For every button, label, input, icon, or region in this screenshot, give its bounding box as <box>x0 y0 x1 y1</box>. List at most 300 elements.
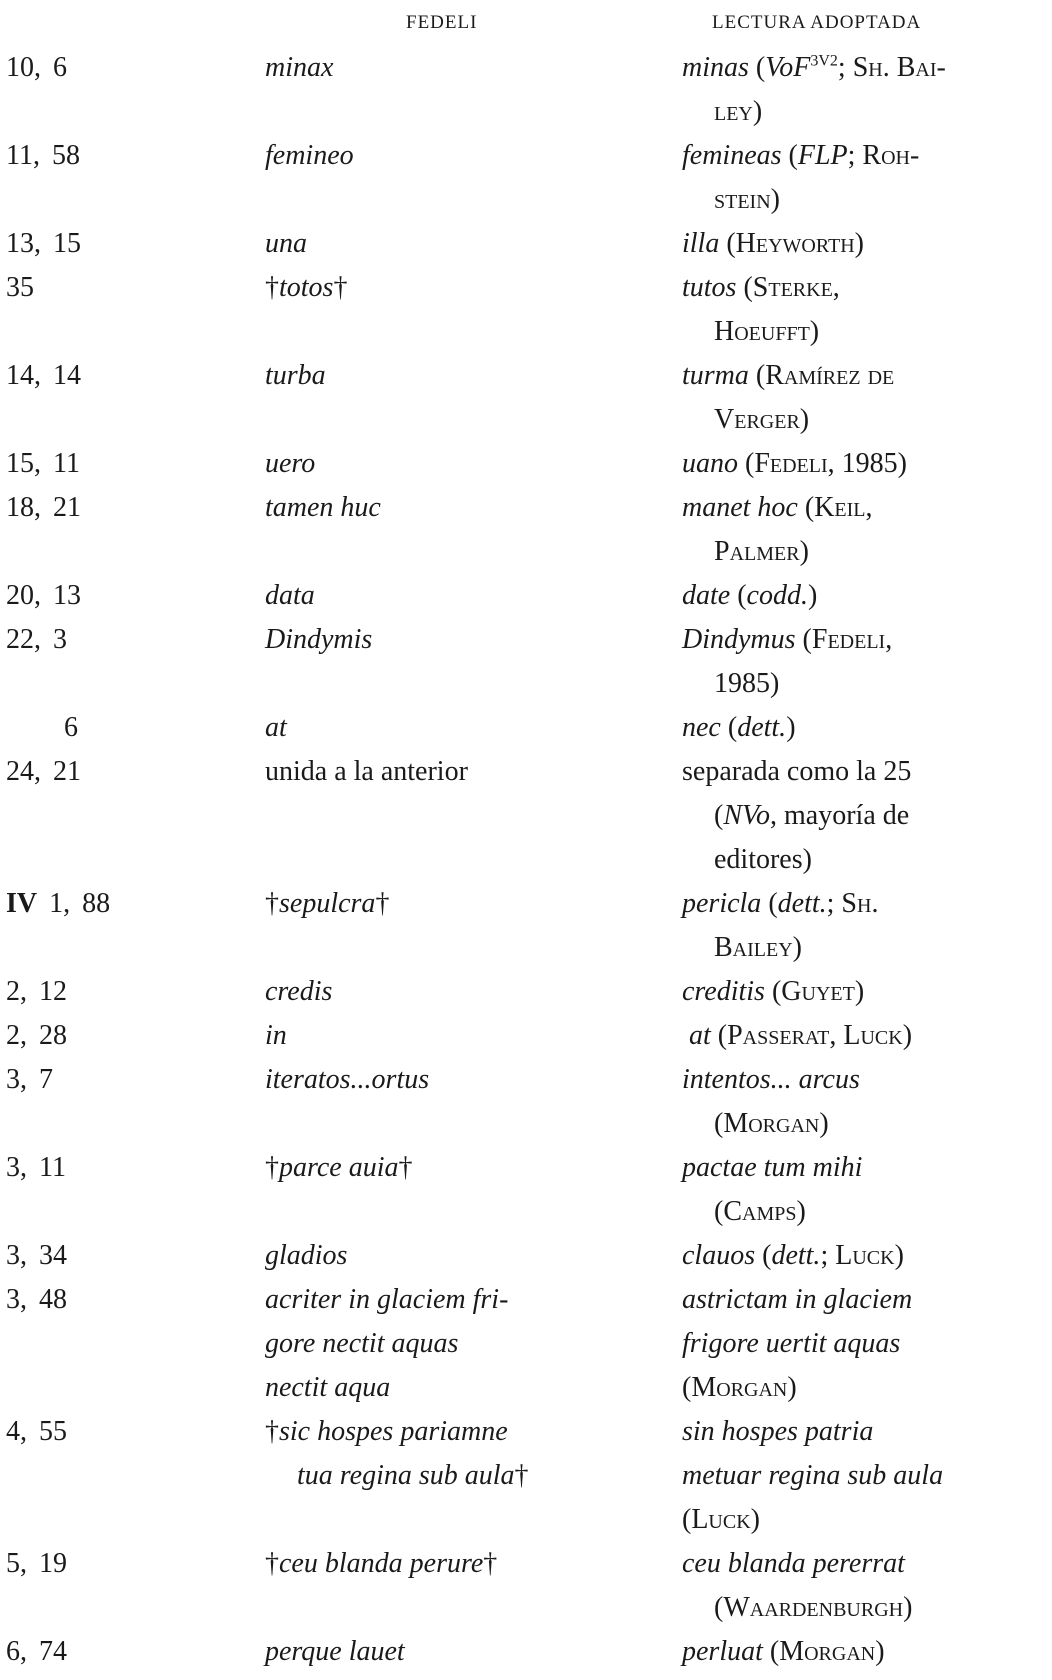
reference-text: 13, 15 <box>6 228 81 259</box>
text-line <box>265 970 655 1014</box>
text-line <box>265 1014 655 1058</box>
text-line <box>265 1058 655 1102</box>
text-line <box>265 706 655 750</box>
adopted-reading <box>682 1058 1047 1146</box>
text-line <box>682 442 1047 486</box>
text-segment: Fedeli <box>754 448 828 479</box>
text-segment: dett. <box>771 1240 821 1271</box>
table-row <box>0 1058 1052 1146</box>
text-segment: Morgan <box>691 1372 788 1403</box>
verse-reference <box>6 222 256 266</box>
text-segment: ) <box>854 976 865 1007</box>
adopted-reading <box>682 1234 1047 1278</box>
text-segment: codd. <box>746 580 808 611</box>
text-line <box>682 926 1047 970</box>
text-segment: sin hospes patria <box>682 1416 874 1447</box>
reference-text: 3, 11 <box>6 1152 66 1183</box>
text-segment: sepulcra <box>279 888 376 919</box>
text-segment: separada como la 25 <box>682 756 912 787</box>
text-segment: gore nectit aquas <box>265 1328 459 1359</box>
fedeli-reading <box>265 970 655 1014</box>
text-segment: tutos <box>682 272 744 303</box>
text-line <box>265 882 655 926</box>
verse-reference <box>6 266 256 310</box>
text-segment: Luck <box>691 1504 751 1535</box>
table-row <box>0 1014 1052 1058</box>
text-line <box>265 354 655 398</box>
text-line <box>682 794 1047 838</box>
fedeli-reading <box>265 618 655 662</box>
text-line <box>682 486 1047 530</box>
reference-text: 15, 11 <box>6 448 80 479</box>
text-line <box>682 46 1047 90</box>
reference-text: 18, 21 <box>6 492 81 523</box>
text-segment: ) <box>752 96 763 127</box>
table-row <box>0 1146 1052 1234</box>
table-row <box>0 354 1052 442</box>
reference-text: 35 <box>6 272 34 303</box>
text-segment: † <box>483 1548 498 1579</box>
text-segment: ( <box>717 1020 728 1051</box>
text-segment: ( <box>682 1372 692 1403</box>
text-line <box>265 1278 655 1322</box>
text-line <box>682 750 1047 794</box>
text-segment: creditis <box>682 976 772 1007</box>
text-line <box>682 662 1047 706</box>
text-segment: Morgan <box>723 1108 820 1139</box>
text-segment: ceu blanda perure <box>279 1548 484 1579</box>
fedeli-reading <box>265 1234 655 1278</box>
text-segment: ley <box>714 96 753 127</box>
text-segment: ) <box>792 932 802 963</box>
text-segment: Camps <box>723 1196 797 1227</box>
table-row <box>0 1542 1052 1630</box>
reference-text: 2, 12 <box>6 976 67 1007</box>
text-segment: clauos <box>682 1240 763 1271</box>
text-segment: ) <box>787 1372 797 1403</box>
text-segment: 1985) <box>714 668 780 699</box>
reference-text: 2, 28 <box>6 1020 67 1051</box>
verse-reference <box>6 134 256 178</box>
text-segment: ) <box>799 536 809 567</box>
text-line <box>265 46 655 90</box>
text-line <box>265 1234 655 1278</box>
text-segment: † <box>265 1152 279 1183</box>
text-segment: ) <box>809 316 820 347</box>
text-segment: Morgan <box>779 1636 876 1667</box>
reference-text: 20, 13 <box>6 580 81 611</box>
adopted-reading <box>682 1542 1047 1630</box>
text-segment: ( <box>788 140 798 171</box>
adopted-reading <box>682 882 1047 970</box>
text-segment: VoF <box>765 52 811 83</box>
text-segment: minax <box>265 52 334 83</box>
verse-reference <box>6 1234 256 1278</box>
text-segment: † <box>265 888 279 919</box>
text-segment: ) <box>770 184 780 215</box>
table-row <box>0 1234 1052 1278</box>
book-number: IV <box>6 888 38 919</box>
text-segment: uano <box>682 448 745 479</box>
text-segment: pericla <box>682 888 769 919</box>
text-line <box>682 266 1047 310</box>
fedeli-reading <box>265 46 655 90</box>
text-segment: ( <box>743 272 753 303</box>
text-segment: ) <box>750 1504 760 1535</box>
reference-text: 3, 34 <box>6 1240 67 1271</box>
variant-readings-table <box>0 46 1052 1674</box>
verse-reference <box>6 46 256 90</box>
text-line <box>682 1542 1047 1586</box>
text-segment: † <box>265 1548 279 1579</box>
text-segment: ) <box>903 1592 913 1623</box>
text-line <box>682 1366 1047 1410</box>
fedeli-reading <box>265 1278 655 1410</box>
table-row <box>0 574 1052 618</box>
reference-text: 24, 21 <box>6 756 81 787</box>
text-line <box>682 574 1047 618</box>
text-segment: credis <box>265 976 333 1007</box>
text-segment: nectit aqua <box>265 1372 391 1403</box>
table-row <box>0 882 1052 970</box>
text-segment: ( <box>762 1240 772 1271</box>
text-segment: † <box>398 1152 413 1183</box>
text-segment: ; <box>826 888 842 919</box>
verse-reference <box>6 574 256 618</box>
text-line <box>682 1410 1047 1454</box>
text-segment: una <box>265 228 307 259</box>
adopted-reading <box>682 134 1047 222</box>
fedeli-reading <box>265 266 655 310</box>
text-line <box>265 574 655 618</box>
adopted-reading <box>682 1146 1047 1234</box>
text-segment: ( <box>771 976 782 1007</box>
text-segment: † <box>265 1416 279 1447</box>
verse-reference <box>6 750 256 794</box>
fedeli-reading <box>265 1630 655 1674</box>
text-segment: ceu blanda pererrat <box>682 1548 905 1579</box>
fedeli-reading <box>265 1014 655 1058</box>
text-segment: ( <box>682 1504 692 1535</box>
adopted-reading <box>682 354 1047 442</box>
text-line <box>265 442 655 486</box>
table-row <box>0 266 1052 354</box>
adopted-reading <box>682 486 1047 574</box>
text-line <box>682 1234 1047 1278</box>
table-row <box>0 486 1052 574</box>
table-row <box>0 1630 1052 1674</box>
text-segment: Keil, <box>814 492 873 523</box>
text-segment: ( <box>714 800 724 831</box>
text-line <box>682 310 1047 354</box>
text-segment: , mayoría de <box>770 800 910 831</box>
reference-text: 6 <box>64 712 78 743</box>
text-segment: Bailey <box>714 932 793 963</box>
fedeli-reading <box>265 486 655 530</box>
text-line <box>682 1190 1047 1234</box>
text-segment: gladios <box>265 1240 348 1271</box>
text-segment: frigore uertit aquas <box>682 1328 901 1359</box>
text-segment: ) <box>799 404 810 435</box>
adopted-reading <box>682 442 1047 486</box>
text-segment: ( <box>737 580 747 611</box>
text-segment: Sh. <box>841 888 879 919</box>
text-line <box>682 1454 1047 1498</box>
table-row <box>0 134 1052 222</box>
text-line <box>682 1278 1047 1322</box>
text-line <box>265 486 655 530</box>
reference-text: 14, 14 <box>6 360 81 391</box>
verse-reference <box>6 1058 256 1102</box>
text-segment: † <box>514 1460 529 1491</box>
text-line <box>265 1542 655 1586</box>
text-segment: ) <box>819 1108 829 1139</box>
text-line <box>682 1146 1047 1190</box>
fedeli-reading <box>265 134 655 178</box>
superscript-text: 3V2 <box>810 52 838 70</box>
text-segment: manet hoc <box>682 492 805 523</box>
text-line <box>682 354 1047 398</box>
text-segment: Palmer <box>714 536 800 567</box>
text-line <box>265 222 655 266</box>
text-segment: tamen huc <box>265 492 381 523</box>
fedeli-reading <box>265 222 655 266</box>
text-segment: minas <box>682 52 756 83</box>
verse-reference <box>6 442 256 486</box>
header-lectura-adoptada: LECTURA ADOPTADA <box>712 12 922 33</box>
text-line <box>265 134 655 178</box>
reference-text: 11, 58 <box>6 140 80 171</box>
text-segment: perluat <box>682 1636 770 1667</box>
text-segment: Hoeufft <box>714 316 810 347</box>
text-segment: Roh- <box>862 140 920 171</box>
table-row <box>0 706 1052 750</box>
adopted-reading <box>682 1410 1047 1542</box>
text-segment: Heyworth <box>735 228 855 259</box>
text-segment: † <box>265 272 279 303</box>
fedeli-reading <box>265 354 655 398</box>
text-segment: turba <box>265 360 326 391</box>
text-segment: ( <box>745 448 755 479</box>
verse-reference <box>6 1278 256 1322</box>
text-segment: Sterke, <box>752 272 840 303</box>
text-line <box>265 618 655 662</box>
text-line <box>682 1498 1047 1542</box>
text-segment: at <box>265 712 287 743</box>
text-segment: ( <box>768 888 778 919</box>
text-segment: † <box>375 888 390 919</box>
text-segment: Luck <box>835 1240 895 1271</box>
fedeli-reading <box>265 706 655 750</box>
text-line <box>682 178 1047 222</box>
text-segment: ( <box>755 360 766 391</box>
adopted-reading <box>682 1014 1047 1058</box>
text-line <box>265 266 655 310</box>
fedeli-reading <box>265 882 655 926</box>
text-segment: iteratos...ortus <box>265 1064 430 1095</box>
text-line <box>682 1102 1047 1146</box>
adopted-reading <box>682 1630 1047 1674</box>
text-segment: at <box>682 1020 718 1051</box>
verse-reference <box>6 1014 256 1058</box>
text-segment: in <box>265 1020 287 1051</box>
text-line <box>682 530 1047 574</box>
verse-reference <box>6 1630 256 1674</box>
adopted-reading <box>682 1278 1047 1410</box>
text-segment: Dindymis <box>265 624 373 655</box>
table-row <box>0 222 1052 266</box>
text-segment: Waardenburgh <box>723 1592 904 1623</box>
text-segment: FLP <box>797 140 848 171</box>
fedeli-reading <box>265 750 655 794</box>
table-row <box>0 1278 1052 1410</box>
text-segment: † <box>333 272 348 303</box>
text-segment: Sh. Bai- <box>852 52 946 83</box>
text-segment: dett. <box>777 888 827 919</box>
reference-text: 5, 19 <box>6 1548 67 1579</box>
text-segment: ( <box>755 52 766 83</box>
text-segment: acriter in glaciem fri- <box>265 1284 509 1315</box>
reference-text: 1, 88 <box>37 888 111 919</box>
text-line <box>682 706 1047 750</box>
text-segment: Dindymus <box>682 624 803 655</box>
table-row <box>0 970 1052 1014</box>
text-segment: ) <box>875 1636 885 1667</box>
text-segment: ( <box>802 624 812 655</box>
text-line <box>682 1322 1047 1366</box>
text-line <box>682 838 1047 882</box>
column-headers <box>0 12 1052 42</box>
adopted-reading <box>682 222 1047 266</box>
table-row <box>0 1410 1052 1542</box>
text-segment: pactae tum mihi <box>682 1152 863 1183</box>
text-line <box>682 970 1047 1014</box>
text-line <box>682 1058 1047 1102</box>
adopted-reading <box>682 266 1047 354</box>
text-segment: ) <box>894 1240 904 1271</box>
verse-reference <box>6 354 256 398</box>
text-line <box>265 1630 655 1674</box>
text-segment: ) <box>807 580 818 611</box>
text-segment: stein <box>714 184 771 215</box>
verse-reference <box>6 970 256 1014</box>
text-line <box>682 1014 1047 1058</box>
text-segment: illa <box>682 228 727 259</box>
text-segment: Fedeli, <box>811 624 893 655</box>
header-fedeli: FEDELI <box>406 12 478 33</box>
reference-text: 3, 7 <box>6 1064 53 1095</box>
text-line <box>265 1410 655 1454</box>
fedeli-reading <box>265 1410 655 1498</box>
text-segment: ) <box>854 228 864 259</box>
text-segment: turma <box>682 360 756 391</box>
text-segment: Ramírez de <box>765 360 895 391</box>
adopted-reading <box>682 750 1047 882</box>
text-segment: ) <box>796 1196 806 1227</box>
fedeli-reading <box>265 574 655 618</box>
text-segment: ) <box>902 1020 913 1051</box>
text-segment: editores) <box>714 844 812 875</box>
verse-reference <box>6 618 256 662</box>
text-segment: NVo <box>723 800 771 831</box>
reference-text: 4, 55 <box>6 1416 67 1447</box>
text-segment: ; <box>847 140 863 171</box>
text-line <box>265 1454 655 1498</box>
text-segment: femineas <box>682 140 789 171</box>
text-segment: parce auia <box>279 1152 399 1183</box>
text-segment: unida a la anterior <box>265 756 468 787</box>
text-segment: ( <box>804 492 815 523</box>
verse-reference <box>6 1542 256 1586</box>
text-segment: sic hospes pariamne <box>279 1416 508 1447</box>
text-segment: uero <box>265 448 316 479</box>
text-segment: data <box>265 580 315 611</box>
adopted-reading <box>682 970 1047 1014</box>
fedeli-reading <box>265 1542 655 1586</box>
verse-reference <box>6 1410 256 1454</box>
adopted-reading <box>682 46 1047 134</box>
text-line <box>682 1630 1047 1674</box>
text-line <box>682 222 1047 266</box>
verse-reference <box>6 882 256 926</box>
text-segment: metuar regina sub aula <box>682 1460 944 1491</box>
table-row <box>0 46 1052 134</box>
text-line <box>265 1146 655 1190</box>
text-segment: dett. <box>737 712 787 743</box>
text-line <box>682 90 1047 134</box>
text-segment: Passerat, Luck <box>727 1020 903 1051</box>
text-segment: date <box>682 580 738 611</box>
text-line <box>682 398 1047 442</box>
fedeli-reading <box>265 1146 655 1190</box>
text-segment: ( <box>727 712 738 743</box>
fedeli-reading <box>265 1058 655 1102</box>
text-segment: astrictam in glaciem <box>682 1284 913 1315</box>
text-segment: tua regina sub aula <box>297 1460 515 1491</box>
verse-reference <box>6 486 256 530</box>
adopted-reading <box>682 574 1047 618</box>
text-segment: Guyet <box>781 976 855 1007</box>
adopted-reading <box>682 618 1047 706</box>
text-line <box>682 134 1047 178</box>
text-segment: ; <box>837 52 853 83</box>
reference-text: 10, 6 <box>6 52 67 83</box>
fedeli-reading <box>265 442 655 486</box>
adopted-reading <box>682 706 1047 750</box>
text-line <box>682 1586 1047 1630</box>
reference-text: 6, 74 <box>6 1636 67 1667</box>
text-line <box>265 1366 655 1410</box>
text-segment: perque lauet <box>265 1636 405 1667</box>
table-row <box>0 750 1052 882</box>
reference-text: 22, 3 <box>6 624 67 655</box>
text-segment: femineo <box>265 140 354 171</box>
text-segment: ( <box>714 1108 724 1139</box>
text-segment: ( <box>714 1592 724 1623</box>
text-segment: totos <box>279 272 334 303</box>
table-row <box>0 442 1052 486</box>
text-line <box>682 882 1047 926</box>
verse-reference <box>6 1146 256 1190</box>
reference-text: 3, 48 <box>6 1284 67 1315</box>
text-line <box>682 618 1047 662</box>
text-segment: ) <box>786 712 796 743</box>
text-segment: intentos... arcus <box>682 1064 860 1095</box>
table-row <box>0 618 1052 706</box>
text-segment: nec <box>682 712 728 743</box>
text-segment: ( <box>769 1636 780 1667</box>
text-line <box>265 1322 655 1366</box>
